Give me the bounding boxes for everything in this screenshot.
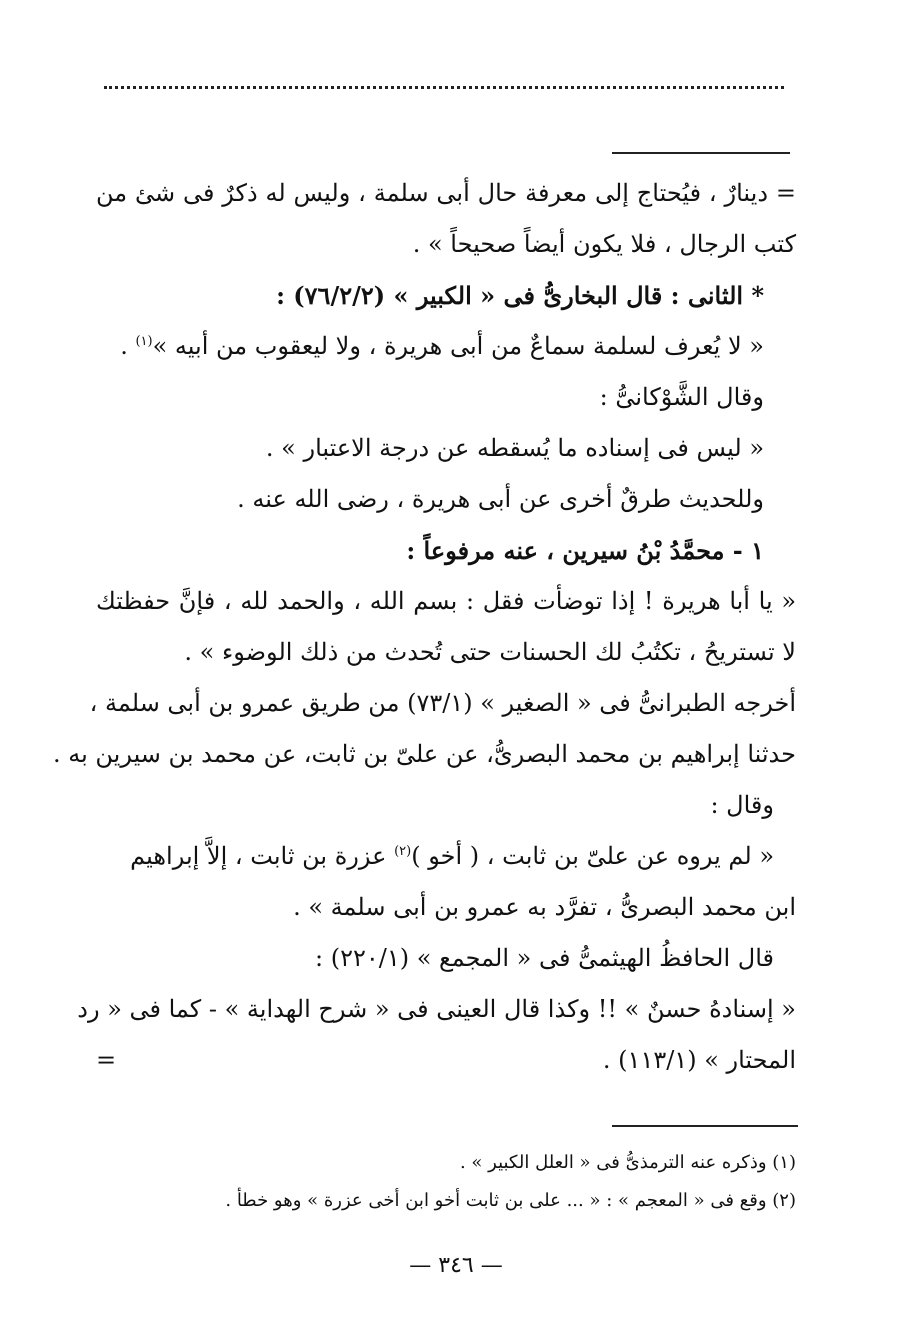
text-line: وللحديث طرقٌ أخرى عن أبى هريرة ، رضى الله عنه . [237, 485, 764, 513]
quote-line: « ليس فى إسناده ما يُسقطه عن درجة الاعتبار » . [265, 434, 764, 462]
text-line: كتب الرجال ، فلا يكون أيضاً صحيحاً » . [412, 230, 796, 258]
page-number: — ٣٤٦ — [409, 1253, 503, 1278]
header-dotted-rule [104, 86, 784, 109]
quote-line: « إسنادهُ حسنٌ » !! وكذا قال العينى فى « شرح الهداية » - كما فى « رد [77, 995, 796, 1023]
footnote-1: (١) وذكره عنه الترمذىُّ فى « العلل الكبير » . [459, 1152, 796, 1173]
text-line: ابن محمد البصرىُّ ، تفرَّد به عمرو بن أبى سلمة » . [293, 893, 796, 921]
footnote-separator [612, 1125, 798, 1127]
text-line: = دينارٌ ، فيُحتاج إلى معرفة حال أبى سلمة ، وليس له ذكرٌ فى شئ من [96, 179, 796, 207]
footnote-ref-1: (١) [135, 334, 153, 349]
section-heading: ١ - محمَّدُ بْنُ سيرين ، عنه مرفوعاً : [406, 536, 764, 565]
text-line: حدثنا إبراهيم بن محمد البصرىُّ، عن علىّ بن ثابت، عن محمد بن سيرين به . [52, 740, 796, 768]
text-line: أخرجه الطبرانىُّ فى « الصغير » (٧٣/١) من طريق عمرو بن أبى سلمة ، [89, 689, 796, 717]
footnote-2: (٢) وقع فى « المعجم » : « ... على بن ثابت أخو ابن أخى عزرة » وهو خطأ . [225, 1190, 796, 1211]
continuation-rule [612, 152, 790, 154]
main-text [52, 168, 796, 1086]
text-line: وقال : [710, 791, 774, 819]
quote-line: « يا أبا هريرة ! إذا توضأت فقل : بسم الله ، والحمد لله ، فإنَّ حفظتك [96, 587, 796, 615]
section-heading: * الثانى : قال البخارىُّ فى « الكبير » (٧٦/٢/٢) : [276, 281, 764, 310]
text-line: لا تستريحُ ، تكتُبُ لك الحسنات حتى تُحدث من ذلك الوضوء » . [184, 638, 796, 666]
quote-line: « لم يروه عن علىّ بن ثابت ، ( أخو )$^{(٢)}$ عزرة بن ثابت ، إلاَّ إبراهيم [130, 842, 774, 870]
quote-line: « لا يُعرف لسلمة سماعٌ من أبى هريرة ، ولا ليعقوب من أبيه »$^{(١)}$ . [120, 332, 764, 360]
text-line: المحتار » (١١٣/١) . = [96, 1035, 796, 1086]
footnotes [96, 1144, 796, 1220]
text-line: وقال الشَّوْكانىُّ : [599, 383, 764, 411]
footnote-ref-2: (٢) [394, 844, 412, 859]
continuation-mark: = [96, 1046, 117, 1074]
text-line: قال الحافظُ الهيثمىُّ فى « المجمع » (٢٢٠/١) : [314, 944, 774, 972]
